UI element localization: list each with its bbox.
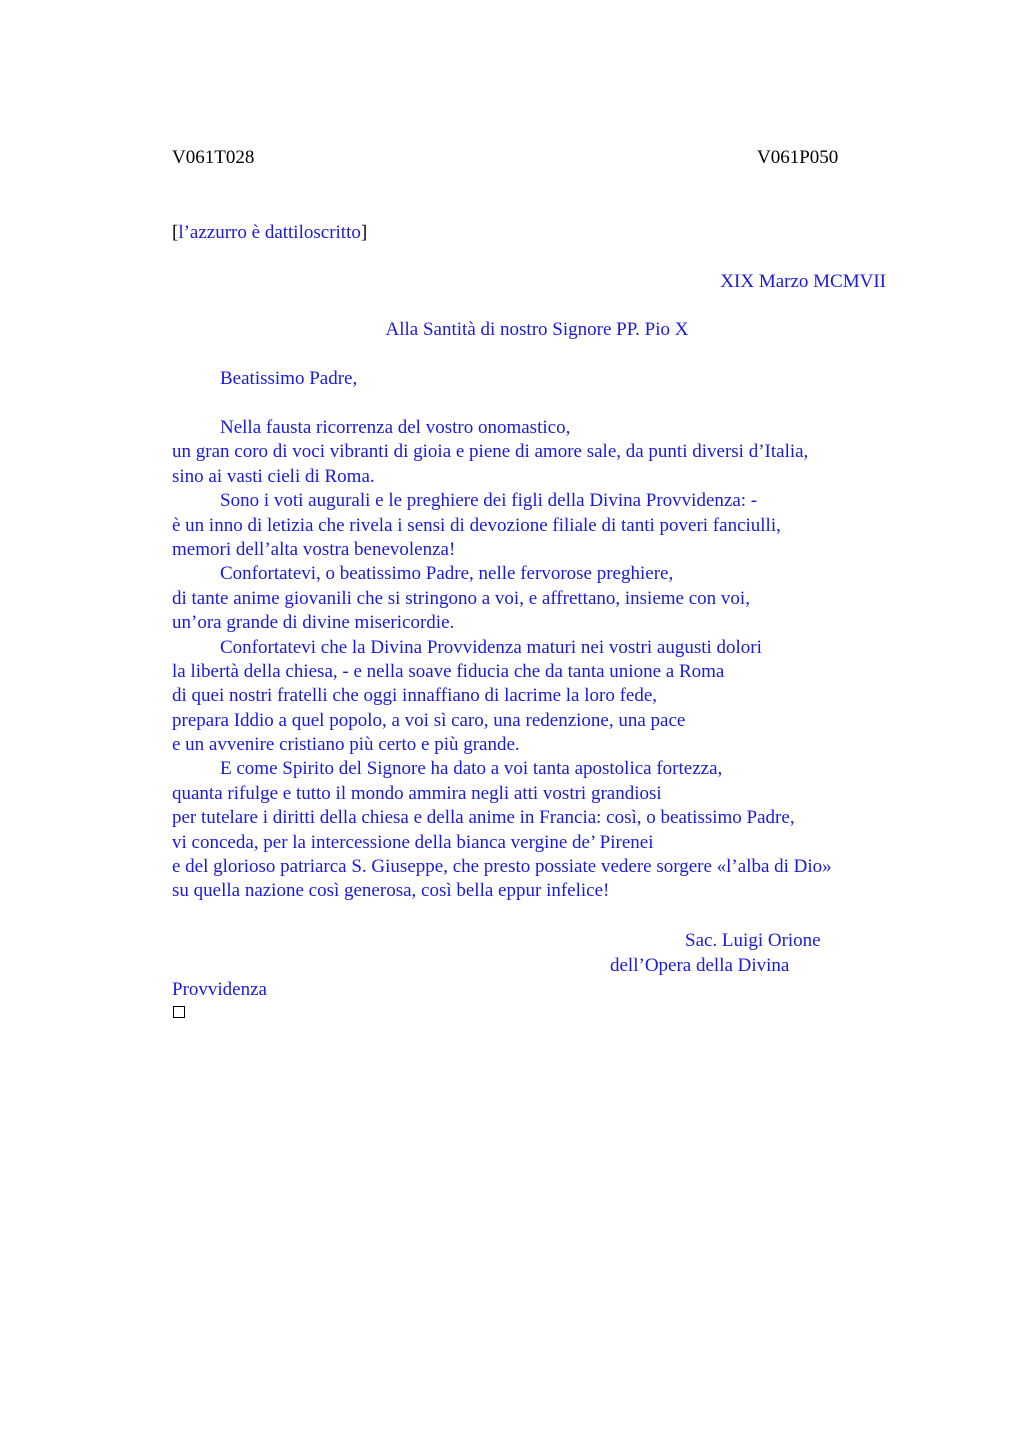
body-line: quanta rifulge e tutto il mondo ammira negli atti vostri grandiosi — [172, 782, 662, 804]
letter-salutation: Beatissimo Padre, — [220, 368, 358, 389]
body-line: Sono i voti augurali e le preghiere dei figli della Divina Provvidenza: - — [220, 490, 758, 512]
body-line: è un inno di letizia che rivela i sensi di devozione filiale di tanti poveri fanciulli, — [172, 514, 781, 536]
body-line: di quei nostri fratelli che oggi innaffiano di lacrime la loro fede, — [172, 685, 658, 707]
body-line: e un avvenire cristiano più certo e più grande. — [172, 734, 520, 756]
note-text: l’azzurro è dattiloscritto — [178, 222, 361, 243]
note-close-bracket: ] — [360, 222, 368, 243]
body-line: la libertà della chiesa, - e nella soave fiducia che da tanta unione a Roma — [172, 660, 725, 682]
body-line: Nella fausta ricorrenza del vostro onomastico, — [220, 417, 571, 438]
signature-organization-continued: Provvidenza — [172, 979, 267, 1000]
body-line: un’ora grande di divine misericordie. — [172, 612, 455, 634]
transcription-note — [172, 221, 367, 245]
signature-name: Sac. Luigi Orione — [685, 930, 821, 951]
note-open-bracket: [ — [172, 222, 179, 243]
empty-checkbox-glyph — [173, 1006, 185, 1018]
body-line: un gran coro di voci vibranti di gioia e piene di amore sale, da punti diversi d’Italia, — [172, 441, 809, 463]
body-line: per tutelare i diritti della chiesa e della anime in Francia: così, o beatissimo Padre, — [172, 807, 795, 829]
archive-code-left: V061T028 — [172, 147, 255, 168]
body-line: Confortatevi, o beatissimo Padre, nelle fervorose preghiere, — [220, 563, 674, 585]
body-line: di tante anime giovanili che si stringono a voi, e affrettano, insieme con voi, — [172, 587, 750, 609]
signature-organization: dell’Opera della Divina — [610, 955, 790, 976]
letter-date: XIX Marzo MCMVII — [720, 271, 886, 292]
body-line: sino ai vasti cieli di Roma. — [172, 465, 375, 487]
body-line: vi conceda, per la intercessione della bianca vergine de’ Pirenei — [172, 831, 654, 853]
body-line: Confortatevi che la Divina Provvidenza maturi nei vostri augusti dolori — [220, 636, 762, 658]
body-line: prepara Iddio a quel popolo, a voi sì caro, una redenzione, una pace — [172, 709, 686, 731]
letter-body — [172, 416, 932, 904]
body-line: e del glorioso patriarca S. Giuseppe, che presto possiate vedere sorgere «l’alba di Dio» — [172, 856, 832, 878]
body-line: su quella nazione così generosa, così bella eppur infelice! — [172, 880, 610, 902]
body-line: E come Spirito del Signore ha dato a voi tanta apostolica fortezza, — [220, 758, 723, 780]
archive-code-right: V061P050 — [757, 147, 839, 168]
letter-addressee: Alla Santità di nostro Signore PP. Pio X — [385, 319, 689, 340]
body-line: memori dell’alta vostra benevolenza! — [172, 538, 456, 560]
